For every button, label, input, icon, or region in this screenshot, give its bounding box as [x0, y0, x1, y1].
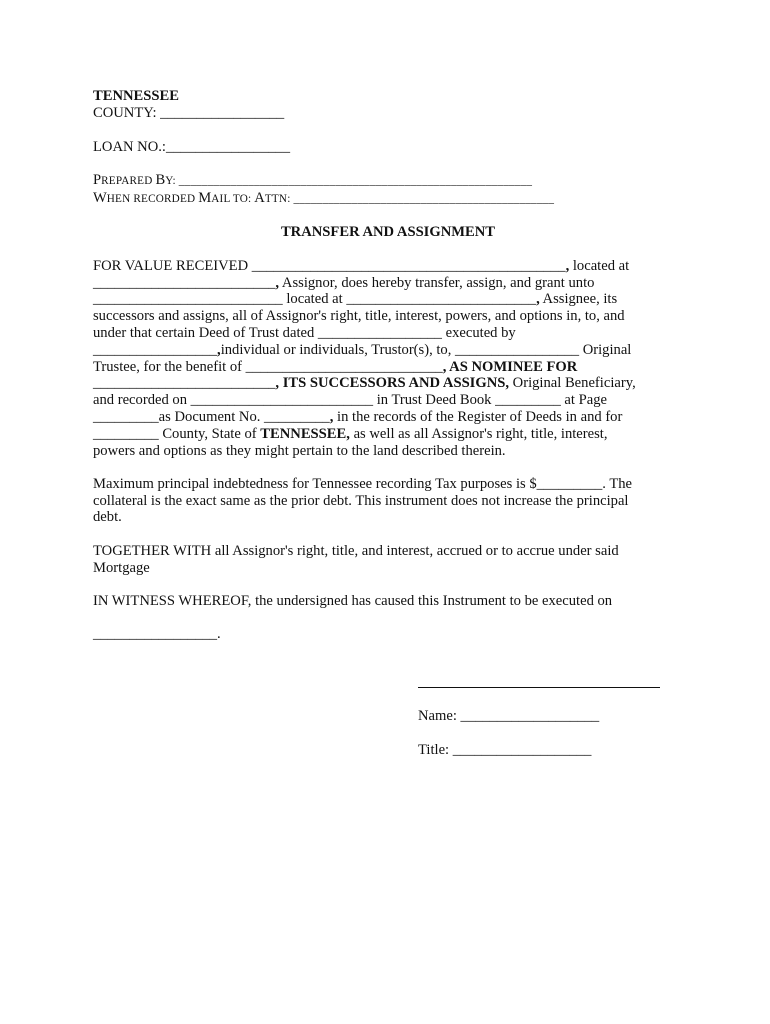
witness-paragraph	[93, 593, 683, 610]
assignment-paragraph	[93, 258, 683, 460]
prepared-by-field: PREPARED BY: _____________________________________________________________	[93, 172, 533, 189]
body-line: collateral is the exact same as the prior debt. This instrument does not increase the principal	[93, 492, 629, 509]
body-line: Mortgage	[93, 559, 150, 576]
body-line: Maximum principal indebtedness for Tennessee recording Tax purposes is $_________. The	[93, 475, 633, 492]
body-line: FOR VALUE RECEIVED ___________________________________________, located at	[93, 257, 630, 274]
body-line: _________ County, State of TENNESSEE, as well as all Assignor's right, title, interest,	[93, 425, 608, 442]
together-with-paragraph	[93, 543, 683, 577]
when-recorded-mail-to-field: WHEN RECORDED MAIL TO: ATTN: _____________________________________________	[93, 190, 555, 207]
signer-title-field: Title: ___________________	[418, 741, 592, 758]
body-line: _________________,individual or individuals, Trustor(s), to, _________________ Original	[93, 341, 632, 358]
body-line: powers and options as they might pertain to the land described therein.	[93, 442, 506, 459]
body-line: __________________________ located at __________________________, Assignee, its	[93, 291, 618, 308]
body-line: Trustee, for the benefit of ___________________________, AS NOMINEE FOR	[93, 358, 578, 375]
body-line: debt.	[93, 509, 122, 526]
execution-date-field: _________________.	[93, 626, 221, 643]
body-line: successors and assigns, all of Assignor's right, title, interest, powers, and options in, to, and	[93, 308, 625, 325]
signer-name-field: Name: ___________________	[418, 708, 600, 724]
state-heading: TENNESSEE	[93, 88, 179, 104]
county-field: COUNTY: _________________	[93, 104, 285, 121]
body-line: _________________________, ITS SUCCESSORS AND ASSIGNS, Original Beneficiary,	[93, 375, 636, 392]
body-line: under that certain Deed of Trust dated _________________ executed by	[93, 324, 516, 341]
body-line: _________as Document No. _________, in the records of the Register of Deeds in and for	[93, 408, 623, 425]
body-line: and recorded on _________________________ in Trust Deed Book _________ at Page	[93, 392, 607, 409]
body-line: TOGETHER WITH all Assignor's right, title, and interest, accrued or to accrue under said	[93, 542, 619, 559]
body-line: IN WITNESS WHEREOF, the undersigned has caused this Instrument to be executed on	[93, 592, 613, 609]
indebtedness-paragraph	[93, 476, 683, 526]
document-title: TRANSFER AND ASSIGNMENT	[280, 224, 496, 241]
document-body	[93, 88, 683, 643]
body-line: _________________________, Assignor, does hereby transfer, assign, and grant unto	[93, 274, 595, 291]
loan-number-field: LOAN NO.:_________________	[93, 138, 291, 155]
signature-block	[418, 670, 678, 759]
